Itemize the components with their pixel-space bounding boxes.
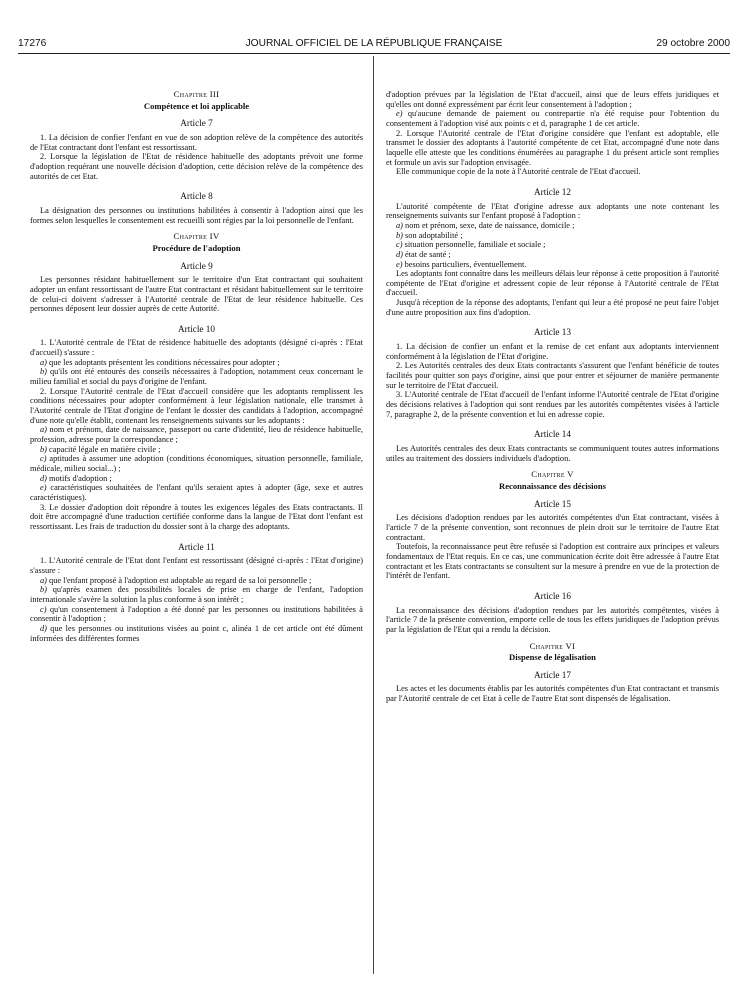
paragraph: 2. Lorsque l'Autorité centrale de l'Etat d'origine considère que l'enfant est adoptable, elle transmet le dossier des adoptants à l'autorité compétente de cet Etat, accompagné d'une note dans laquelle elle atteste que les conditions énumérées au paragraphe 1 du présent article sont remplies et formule un avis sur l'adoption envisagée. xyxy=(386,128,719,167)
item-text: que les personnes ou institutions visées au point c, alinéa 1 de cet article ont été dûment informées des différentes formes xyxy=(30,623,363,643)
item-text: que l'enfant proposé à l'adoption est adoptable au regard de sa loi personnelle ; xyxy=(46,575,312,585)
item-text: qu'aucune demande de paiement ou contrepartie n'a été requise pour l'obtention du consentement à l'adoption visé aux points c et d, paragraphe 1 de cet article. xyxy=(386,109,719,128)
chapter-label: Chapitre III xyxy=(173,89,220,99)
list-item xyxy=(30,474,363,484)
article-heading: Article 15 xyxy=(534,498,571,509)
item-text: situation personnelle, familiale et sociale ; xyxy=(402,240,546,250)
paragraph: La reconnaissance des décisions d'adoption rendues par les autorités compétentes, visées à l'article 7 de la présente convention, emporte celle de tous les effets juridiques de l'adoption prévus par la législation de l'Etat qui a rendu la décision. xyxy=(386,605,719,634)
paragraph: Les Autorités centrales des deux Etats contractants se communiquent toutes autres informations utiles au traitement des dossiers individuels d'adoption. xyxy=(386,444,719,463)
item-marker: b) xyxy=(40,585,47,595)
list-item xyxy=(30,358,363,368)
list-item xyxy=(30,576,363,586)
item-marker: d) xyxy=(40,623,47,633)
item-marker: a) xyxy=(396,220,403,230)
item-marker: c) xyxy=(396,240,403,250)
list-item xyxy=(30,605,363,624)
list-item xyxy=(386,221,719,231)
article-heading: Article 8 xyxy=(180,191,213,202)
paragraph: 2. Lorsque l'Autorité centrale de l'Etat d'accueil considère que les adoptants remplissent les conditions nécessaires pour adopter conformément à leur législation nationale, elle transmet à l'Autorité centrale de l'Etat d'origine de l'enfant le dossier des candidats à l'adoption, accompagné d'une note qu'elle établit, contenant les renseignements suivants sur les adoptants : xyxy=(30,386,363,425)
article-heading: Article 14 xyxy=(534,429,571,440)
item-text: qu'un consentement à l'adoption a été donné par les personnes ou institutions habilitées à consentir à l'adoption ; xyxy=(30,604,363,624)
chapter-title: Reconnaissance des décisions xyxy=(499,480,606,491)
page-number: 17276 xyxy=(18,38,47,49)
item-marker: a) xyxy=(40,357,47,367)
item-text: son adoptabilité ; xyxy=(402,230,463,240)
list-item xyxy=(386,250,719,260)
item-marker: e) xyxy=(396,109,403,119)
item-marker: d) xyxy=(396,249,403,259)
paragraph: 2. Lorsque la législation de l'Etat de résidence habituelle des adoptants prévoit une forme d'adoption requérant une nouvelle décision d'adoption, cette décision relève de la compétence des autorités de cet Etat. xyxy=(30,152,363,181)
paragraph: 1. La décision de confier l'enfant en vue de son adoption relève de la compétence des autorités de l'Etat contractant dont l'enfant est ressortissant. xyxy=(30,132,363,152)
paragraph: L'autorité compétente de l'Etat d'origine adresse aux adoptants une note contenant les renseignements suivants sur l'enfant proposé à l'adoption : xyxy=(386,201,719,221)
paragraph: La désignation des personnes ou institutions habilitées à consentir à l'adoption ainsi que les formes selon lesquelles le consentement est recueilli sont régies par la loi personnelle de l'enfant. xyxy=(30,205,363,225)
list-item xyxy=(386,231,719,241)
item-marker: b) xyxy=(396,230,403,240)
item-text: nom et prénom, sexe, date de naissance, domicile ; xyxy=(402,220,575,230)
list-item xyxy=(30,454,363,473)
item-marker: c) xyxy=(40,454,47,464)
paragraph: 3. L'Autorité centrale de l'Etat d'accueil de l'enfant informe l'Autorité centrale de l'Etat d'origine des décisions relatives à l'adoption qui sont rendues par les autorités compétentes visées à l'article 7, paragraphe 2, de la présente convention et lui en adresse copie. xyxy=(386,390,719,419)
article-heading: Article 9 xyxy=(180,260,213,271)
column-divider xyxy=(373,56,374,974)
chapter-title: Compétence et loi applicable xyxy=(143,100,250,111)
paragraph: Les décisions d'adoption rendues par les autorités compétentes d'un Etat contractant, visées à l'article 7 de la présente convention, sont reconnues de plein droit sur le territoire de l'autre Etat contractant. xyxy=(386,513,719,542)
paragraph: Elle communique copie de la note à l'Autorité centrale de l'Etat d'accueil. xyxy=(396,167,641,177)
item-text: nom et prénom, date de naissance, passeport ou carte d'identité, lieu de résidence habituelle, profession, adresse pour la correspondance ; xyxy=(30,425,363,445)
publication-date: 29 octobre 2000 xyxy=(656,38,730,49)
page-header xyxy=(18,38,730,52)
article-heading: Article 10 xyxy=(178,323,215,334)
chapter-label: Chapitre V xyxy=(531,469,574,480)
list-item xyxy=(30,483,363,502)
right-column xyxy=(386,90,719,704)
list-item xyxy=(30,367,363,386)
list-item xyxy=(30,425,363,444)
chapter-label: Chapitre VI xyxy=(529,640,576,651)
item-text: capacité légale en matière civile ; xyxy=(46,444,161,454)
item-marker: e) xyxy=(396,259,403,269)
item-marker: b) xyxy=(40,444,47,454)
journal-title: JOURNAL OFFICIEL DE LA RÉPUBLIQUE FRANÇAISE xyxy=(245,38,503,49)
item-text: que les adoptants présentent les conditions nécessaires pour adopter ; xyxy=(46,357,280,367)
list-item xyxy=(30,445,363,455)
chapter-title: Procédure de l'adoption xyxy=(152,242,241,253)
article-heading: Article 13 xyxy=(534,327,571,338)
article-heading: Article 12 xyxy=(534,186,571,197)
paragraph: Jusqu'à réception de la réponse des adoptants, l'enfant qui leur a été proposé ne peut faire l'objet d'une autre proposition aux fins d'adoption. xyxy=(386,298,719,317)
article-heading: Article 16 xyxy=(534,590,571,601)
item-text: aptitudes à assumer une adoption (conditions économiques, situation personnelle, familiale, médicale, milieu social...) ; xyxy=(30,454,363,473)
article-heading: Article 11 xyxy=(178,541,215,552)
paragraph: 1. La décision de confier un enfant et la remise de cet enfant aux adoptants interviennent conformément à la législation de l'Etat d'origine. xyxy=(386,342,719,361)
paragraph: Toutefois, la reconnaissance peut être refusée si l'adoption est contraire aux principes et valeurs fondamentaux de l'Etat requis. En ce cas, une communication écrite doit être adressée à l'autre Etat contractant et les Etats contractants se consultent sur la mesure à prendre en vue de la protection de l'intérêt de l'enfant. xyxy=(386,542,719,581)
left-column xyxy=(30,90,363,643)
paragraph: 2. Les Autorités centrales des deux Etats contractants s'assurent que l'enfant bénéficie de toutes facilités pour quitter son pays d'origine, ainsi que pour entrer et séjourner de manière permanente sur le territoire de l'Etat d'accueil. xyxy=(386,361,719,390)
item-marker: c) xyxy=(40,604,47,614)
paragraph: 1. L'Autorité centrale de l'Etat de résidence habituelle des adoptants (désigné ci-après : l'Etat d'accueil) s'assure : xyxy=(30,338,363,358)
article-heading: Article 17 xyxy=(534,669,571,680)
article-heading: Article 7 xyxy=(180,118,213,129)
chapter-title: Dispense de légalisation xyxy=(509,652,596,663)
paragraph: d'adoption prévues par la législation de l'Etat d'accueil, ainsi que de leurs effets juridiques et qu'elles ont donné expressément par écrit leur consentement à l'adoption ; xyxy=(386,90,719,109)
chapter-label: Chapitre IV xyxy=(173,231,220,242)
item-marker: d) xyxy=(40,473,47,483)
item-text: besoins particuliers, éventuellement. xyxy=(402,259,527,269)
paragraph: Les adoptants font connaître dans les meilleurs délais leur réponse à cette proposition à l'autorité compétente de l'Etat d'origine et adressent copie de leur réponse à l'Autorité centrale de l'Etat d'accueil. xyxy=(386,269,719,298)
item-text: qu'ils ont été entourés des conseils nécessaires à l'adoption, notamment ceux concernant le milieu familial et social du pays d'origine de l'enfant. xyxy=(30,367,363,387)
paragraph: Les actes et les documents établis par les autorités compétentes d'un Etat contractant et transmis par l'Autorité centrale de cet Etat à celle de l'autre Etat sont dispensés de légalisation. xyxy=(386,684,719,704)
header-rule xyxy=(18,53,730,54)
item-text: caractéristiques souhaitées de l'enfant qu'ils seraient aptes à adopter (âge, sexe et autres caractéristiques). xyxy=(30,483,363,502)
paragraph: 3. Le dossier d'adoption doit répondre à toutes les exigences légales des Etats contractants. Il doit être accompagné d'une traduction certifiée conforme dans la langue de l'Etat dont l'enfant est ressortissant. Les frais de traduction du dossier sont à la charge des adoptants. xyxy=(30,502,363,531)
list-item xyxy=(386,260,719,270)
paragraph: 1. L'Autorité centrale de l'Etat dont l'enfant est ressortissant (désigné ci-après : l'Etat d'origine) s'assure : xyxy=(30,556,363,575)
item-marker: a) xyxy=(40,575,47,585)
item-text: motifs d'adoption ; xyxy=(46,473,112,483)
item-text: qu'après examen des possibilités locales de prise en charge de l'enfant, l'adoption internationale s'avère la solution la plus conforme à son intérêt ; xyxy=(30,585,363,604)
item-text: état de santé ; xyxy=(402,249,451,259)
item-marker: b) xyxy=(40,367,47,377)
list-item xyxy=(30,585,363,604)
item-marker: a) xyxy=(40,425,47,435)
list-item xyxy=(30,624,363,643)
list-item xyxy=(386,109,719,128)
paragraph: Les personnes résidant habituellement sur le territoire d'un Etat contractant qui souhaitent adopter un enfant ressortissant de l'autre Etat contractant et résidant habituellement sur le territoire de celui-ci doivent s'adresser à l'Autorité centrale de l'Etat de leur résidence habituelle. Ces personnes déposent leur dossier auprès de cette Autorité. xyxy=(30,275,363,314)
list-item xyxy=(386,240,719,250)
item-marker: e) xyxy=(40,483,47,493)
